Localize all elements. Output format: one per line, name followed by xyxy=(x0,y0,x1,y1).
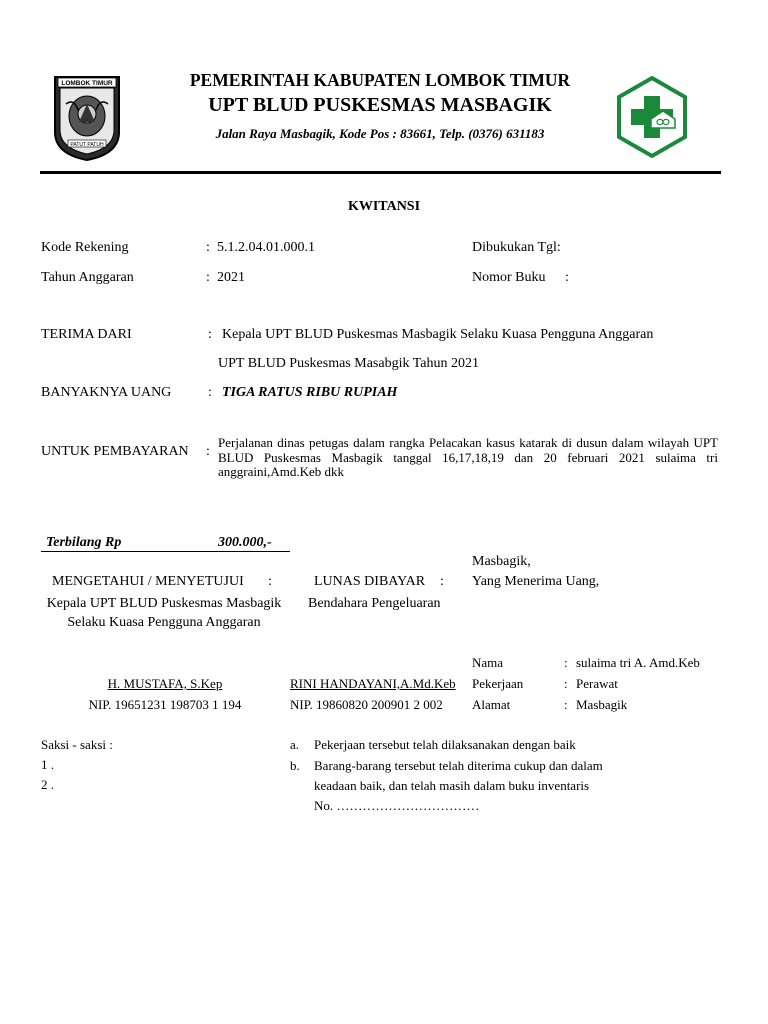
header-divider xyxy=(40,171,721,174)
terima-dari-line2: UPT BLUD Puskesmas Masabgik Tahun 2021 xyxy=(218,356,480,371)
colon: : xyxy=(206,240,210,255)
mengetahui-name: H. MUSTAFA, S.Kep xyxy=(107,676,223,691)
colon: : xyxy=(268,574,272,589)
terbilang-underline xyxy=(41,551,290,552)
header-title-institution: UPT BLUD PUSKESMAS MASBAGIK xyxy=(208,94,552,116)
colon: : xyxy=(206,270,210,285)
pekerjaan-label: Pekerjaan xyxy=(472,676,524,691)
colon: : xyxy=(440,574,444,589)
colon: : xyxy=(208,327,212,342)
banyaknya-uang-value: TIGA RATUS RIBU RUPIAH xyxy=(222,385,398,400)
colon: : xyxy=(564,676,568,691)
mengetahui-nip: NIP. 19651231 198703 1 194 xyxy=(88,697,242,712)
pekerjaan-value: Perawat xyxy=(576,676,618,691)
saksi-item-2: 2 . xyxy=(41,777,54,792)
tahun-anggaran-value: 2021 xyxy=(217,270,245,285)
mengetahui-role-line1: Kepala UPT BLUD Puskesmas Masbagik xyxy=(46,596,282,611)
mengetahui-label: MENGETAHUI / MENYETUJUI xyxy=(52,574,244,589)
puskesmas-cross-icon xyxy=(611,70,693,164)
colon: : xyxy=(206,444,210,459)
note-b-line3: No. …………………………… xyxy=(314,798,480,813)
note-a-text: Pekerjaan tersebut telah dilaksanakan dengan baik xyxy=(314,737,576,752)
alamat-label: Alamat xyxy=(472,697,511,712)
saksi-item-1: 1 . xyxy=(41,757,54,772)
lunas-dibayar-name: RINI HANDAYANI,A.Md.Keb xyxy=(290,676,456,691)
lunas-dibayar-role: Bendahara Pengeluaran xyxy=(308,596,441,611)
note-a-marker: a. xyxy=(290,737,300,752)
header-title-government: PEMERINTAH KABUPATEN LOMBOK TIMUR xyxy=(189,70,571,90)
document-title: KWITANSI xyxy=(347,199,421,214)
note-b-line1: Barang-barang tersebut telah diterima cukup dan dalam xyxy=(314,758,603,773)
terima-dari-line1: Kepala UPT BLUD Puskesmas Masbagik Selaku Kuasa Pengguna Anggaran xyxy=(222,327,654,342)
saksi-label: Saksi - saksi : xyxy=(41,737,113,752)
untuk-pembayaran-label: UNTUK PEMBAYARAN xyxy=(41,444,189,459)
terbilang-value: 300.000,- xyxy=(218,535,272,550)
banyaknya-uang-label: BANYAKNYA UANG xyxy=(41,385,172,400)
colon: : xyxy=(564,655,568,670)
note-b-line2: keadaan baik, dan telah masih dalam buku inventaris xyxy=(314,778,590,793)
colon: : xyxy=(565,270,569,285)
lunas-dibayar-label: LUNAS DIBAYAR xyxy=(314,574,426,589)
dibukukan-label: Dibukukan Tgl: xyxy=(472,240,561,255)
alamat-value: Masbagik xyxy=(576,697,628,712)
crest-label: LOMBOK TIMUR xyxy=(61,80,113,87)
lombok-timur-crest-icon xyxy=(52,74,122,162)
lunas-dibayar-nip: NIP. 19860820 200901 2 002 xyxy=(290,697,443,712)
penerima-label: Yang Menerima Uang, xyxy=(472,574,600,589)
note-b-marker: b. xyxy=(290,758,300,773)
colon: : xyxy=(208,385,212,400)
nama-value: sulaima tri A. Amd.Keb xyxy=(576,655,700,670)
crest-motto: PATUT PATUH xyxy=(70,142,104,148)
mengetahui-role-line2: Selaku Kuasa Pengguna Anggaran xyxy=(67,615,261,630)
nomor-buku-label: Nomor Buku xyxy=(472,270,546,285)
terbilang-label: Terbilang Rp xyxy=(46,535,122,550)
place-date: Masbagik, xyxy=(472,554,531,569)
kode-rekening-label: Kode Rekening xyxy=(41,240,129,255)
untuk-pembayaran-text: Perjalanan dinas petugas dalam rangka Pelacakan kasus katarak di dusun dalam wilayah UPT BLUD Puskesmas Masbagik tanggal 16,17,18,19 dan 20 februari 2021 sulaima tri anggraini,Amd.Keb dkk xyxy=(218,435,718,479)
colon: : xyxy=(564,697,568,712)
tahun-anggaran-label: Tahun Anggaran xyxy=(41,270,134,285)
header-address: Jalan Raya Masbagik, Kode Pos : 83661, Telp. (0376) 631183 xyxy=(215,126,545,141)
terima-dari-label: TERIMA DARI xyxy=(41,327,132,342)
nama-label: Nama xyxy=(472,655,504,670)
kode-rekening-value: 5.1.2.04.01.000.1 xyxy=(217,240,315,255)
